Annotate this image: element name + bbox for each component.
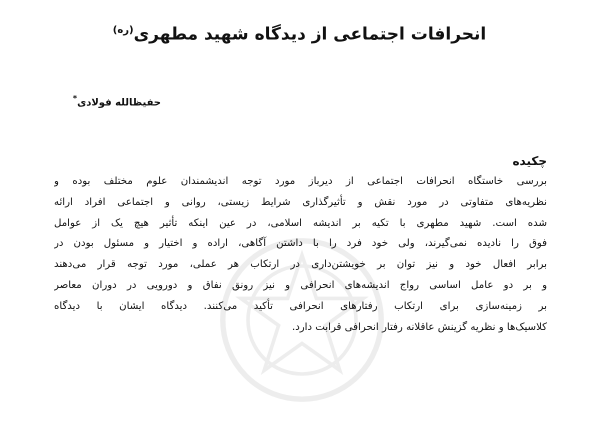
abstract-heading: چکیده xyxy=(512,154,547,168)
abstract-body xyxy=(54,172,547,338)
author-line xyxy=(73,92,161,110)
author-footnote-mark: * xyxy=(72,94,78,103)
title-text: انحرافات اجتماعی از دیدگاه شهید مطهری xyxy=(133,24,487,45)
abstract-line: بررسی خاستگاه انحرافات اجتماعی از دیرباز مورد توجه اندیشمندان علوم مختلف بوده و xyxy=(54,176,547,187)
abstract-line: فوق را نادیده نمی‌گیرند، ولی خود فرد را با داشتن آگاهی، اراده و اختیار و مسئول بودن در xyxy=(54,238,547,250)
abstract-line: برابر افعال خود و نیز توان بر خویشتن‌داری در ارتکاب هر عملی، مورد توجه قرار می‌دهند xyxy=(54,259,547,271)
abstract-line: شده است. شهید مطهری با تکیه بر اندیشه اسلامی، در عین اینکه تأثیر هیچ یک از عوامل xyxy=(54,217,547,229)
abstract-line: نظریه‌های متفاوتی در مورد نقش و تأثیرگذاری شرایط زیستی، روانی و اجتماعی افراد ارائه xyxy=(54,196,547,208)
author-name: حفیظالله فولادی xyxy=(77,97,161,109)
page-title xyxy=(0,18,599,48)
abstract-line: کلاسیک‌ها و نظریه گزینش عاقلانه رفتار انحرافی قرابت دارد. xyxy=(291,321,547,333)
abstract-line: و بر دو عامل اساسی رواج اندیشه‌های انحرافی و نیز رونق نفاق و دورویی در دوران معاصر xyxy=(54,279,547,291)
title-note: (ره) xyxy=(112,25,134,36)
abstract-line: بر زمینه‌سازی برای ارتکاب رفتارهای انحرافی تأکید می‌کنند. دیدگاه ایشان با دیدگاه xyxy=(54,300,547,312)
